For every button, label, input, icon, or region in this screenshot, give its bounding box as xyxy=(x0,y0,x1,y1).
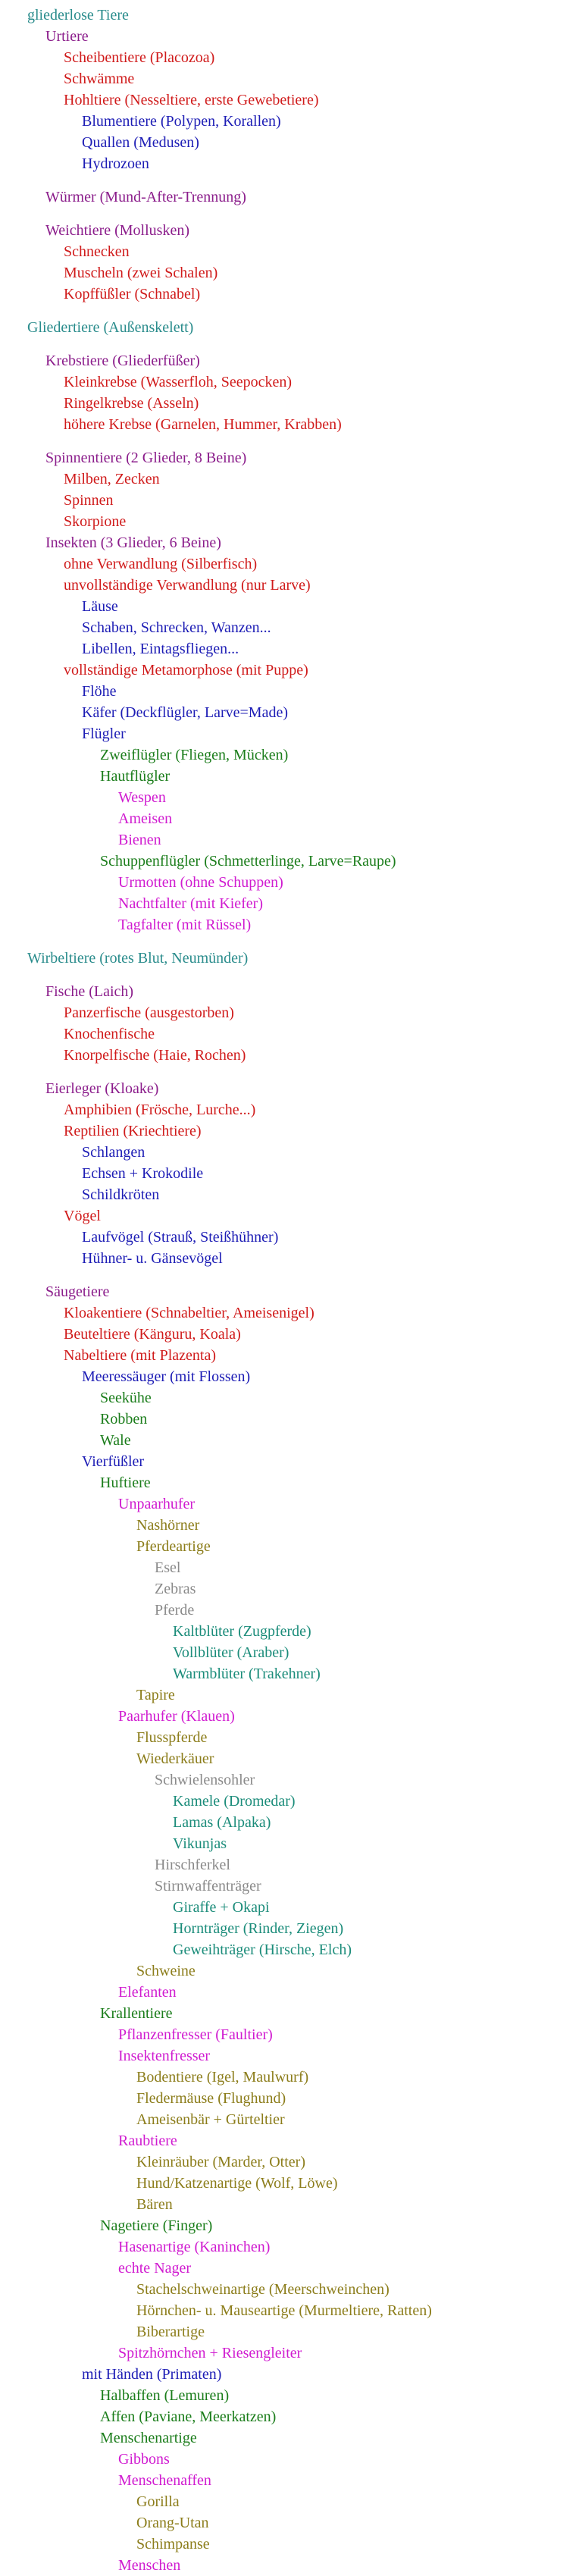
tree-node-level-5: Paarhufer (Klauen) xyxy=(118,1708,235,1725)
tree-node-level-2: Nabeltiere (mit Plazenta) xyxy=(64,1347,217,1364)
tree-node-level-3: Libellen, Eintagsfliegen... xyxy=(82,641,239,657)
tree-node-level-5: Unpaarhufer xyxy=(118,1496,196,1512)
tree-node-level-1: Insekten (3 Glieder, 6 Beine) xyxy=(45,534,221,551)
tree-node-level-2: Skorpione xyxy=(64,513,127,530)
tree-node-level-5: Menschenaffen xyxy=(118,2472,211,2489)
tree-node-level-8: Warmblüter (Trakehner) xyxy=(173,1666,321,1682)
tree-node-level-8: Kaltblüter (Zugpferde) xyxy=(173,1623,311,1640)
tree-node-level-4: Nagetiere (Finger) xyxy=(100,2217,213,2234)
tree-node-level-3: Quallen (Medusen) xyxy=(82,134,199,151)
tree-node-level-2: Schwämme xyxy=(64,71,135,87)
tree-node-level-7: Esel xyxy=(155,1559,181,1576)
tree-node-level-0: gliederlose Tiere xyxy=(27,7,129,24)
tree-node-level-2: Kloakentiere (Schnabeltier, Ameisenigel) xyxy=(64,1305,314,1321)
tree-node-level-4: Huftiere xyxy=(100,1474,151,1491)
tree-node-level-2: Kleinkrebse (Wasserfloh, Seepocken) xyxy=(64,374,293,390)
tree-node-level-5: Ameisen xyxy=(118,810,173,827)
tree-node-level-2: Scheibentiere (Placozoa) xyxy=(64,49,215,66)
section-spacer xyxy=(0,305,582,317)
tree-node-level-3: Schaben, Schrecken, Wanzen... xyxy=(82,619,271,636)
tree-node-level-2: Reptilien (Kriechtiere) xyxy=(64,1123,202,1139)
section-spacer xyxy=(0,435,582,447)
tree-node-level-6: Biberartige xyxy=(136,2324,205,2340)
tree-node-level-6: Bären xyxy=(136,2196,173,2213)
tree-node-level-3: Schlangen xyxy=(82,1144,146,1161)
tree-node-level-6: Pferdeartige xyxy=(136,1538,211,1555)
tree-node-level-5: Wespen xyxy=(118,789,166,806)
tree-node-level-1: Spinnentiere (2 Glieder, 8 Beine) xyxy=(45,450,247,466)
tree-node-level-7: Zebras xyxy=(155,1581,196,1597)
tree-node-level-2: ohne Verwandlung (Silberfisch) xyxy=(64,556,258,572)
tree-node-level-2: Schnecken xyxy=(64,243,130,260)
tree-node-level-6: Schweine xyxy=(136,1963,196,1979)
tree-node-level-3: Meeressäuger (mit Flossen) xyxy=(82,1368,251,1385)
tree-node-level-1: Säugetiere xyxy=(45,1283,110,1300)
tree-node-level-3: Schildkröten xyxy=(82,1186,160,1203)
tree-node-level-8: Geweihträger (Hirsche, Elch) xyxy=(173,1941,352,1958)
tree-node-level-5: Bienen xyxy=(118,832,161,848)
tree-node-level-6: Wiederkäuer xyxy=(136,1750,214,1767)
section-spacer xyxy=(0,208,582,220)
tree-node-level-8: Lamas (Alpaka) xyxy=(173,1814,271,1831)
tree-node-level-8: Vollblüter (Araber) xyxy=(173,1644,289,1661)
tree-node-level-7: Schwielensohler xyxy=(155,1772,255,1788)
tree-node-level-5: Pflanzenfresser (Faultier) xyxy=(118,2026,273,2043)
tree-node-level-5: Tagfalter (mit Rüssel) xyxy=(118,917,252,933)
tree-node-level-2: Ringelkrebse (Asseln) xyxy=(64,395,199,412)
tree-node-level-3: Käfer (Deckflügler, Larve=Made) xyxy=(82,704,288,721)
tree-node-level-2: Knorpelfische (Haie, Rochen) xyxy=(64,1047,246,1064)
tree-node-level-8: Giraffe + Okapi xyxy=(173,1899,270,1916)
tree-node-level-5: Urmotten (ohne Schuppen) xyxy=(118,874,283,891)
section-spacer xyxy=(0,969,582,981)
tree-node-level-5: echte Nager xyxy=(118,2260,192,2277)
tree-node-level-2: Vögel xyxy=(64,1208,101,1224)
tree-node-level-4: Schuppenflügler (Schmetterlinge, Larve=Raupe) xyxy=(100,853,396,870)
tree-node-level-6: Orang-Utan xyxy=(136,2515,209,2531)
section-spacer xyxy=(0,338,582,350)
tree-node-level-5: Hasenartige (Kaninchen) xyxy=(118,2239,271,2255)
tree-node-level-7: Stirnwaffenträger xyxy=(155,1878,261,1894)
tree-node-level-4: Menschenartige xyxy=(100,2430,197,2446)
tree-node-level-1: Eierleger (Kloake) xyxy=(45,1080,159,1097)
tree-node-level-2: unvollständige Verwandlung (nur Larve) xyxy=(64,577,311,594)
tree-node-level-4: Affen (Paviane, Meerkatzen) xyxy=(100,2408,277,2425)
tree-node-level-3: Vierfüßler xyxy=(82,1453,145,1470)
tree-node-level-1: Würmer (Mund-After-Trennung) xyxy=(45,189,246,205)
tree-node-level-2: höhere Krebse (Garnelen, Hummer, Krabben) xyxy=(64,416,342,433)
tree-node-level-1: Weichtiere (Mollusken) xyxy=(45,222,189,239)
tree-node-level-6: Hörnchen- u. Mauseartige (Murmeltiere, Ratten) xyxy=(136,2302,432,2319)
tree-node-level-2: Spinnen xyxy=(64,492,114,509)
tree-node-level-3: Hühner- u. Gänsevögel xyxy=(82,1250,223,1267)
tree-node-level-2: Knochenfische xyxy=(64,1026,155,1042)
tree-node-level-1: Urtiere xyxy=(45,28,89,45)
tree-node-level-3: Blumentiere (Polypen, Korallen) xyxy=(82,113,281,130)
tree-node-level-3: Läuse xyxy=(82,598,118,615)
tree-node-level-5: Spitzhörnchen + Riesengleiter xyxy=(118,2345,302,2361)
tree-node-level-4: Seekühe xyxy=(100,1390,152,1406)
tree-node-level-2: Hohltiere (Nesseltiere, erste Gewebetiere) xyxy=(64,92,319,108)
tree-node-level-5: Elefanten xyxy=(118,1984,177,2001)
tree-node-level-7: Hirschferkel xyxy=(155,1857,230,1873)
tree-node-level-1: Krebstiere (Gliederfüßer) xyxy=(45,353,200,369)
tree-node-level-3: Echsen + Krokodile xyxy=(82,1165,204,1182)
tree-node-level-2: Panzerfische (ausgestorben) xyxy=(64,1004,234,1021)
tree-node-level-2: Amphibien (Frösche, Lurche...) xyxy=(64,1102,256,1118)
tree-node-level-4: Wale xyxy=(100,1432,131,1449)
tree-node-level-6: Fledermäuse (Flughund) xyxy=(136,2090,286,2107)
tree-node-level-5: Gibbons xyxy=(118,2451,170,2468)
tree-node-level-6: Hund/Katzenartige (Wolf, Löwe) xyxy=(136,2175,338,2192)
tree-node-level-4: Zweiflügler (Fliegen, Mücken) xyxy=(100,747,289,763)
tree-node-level-3: Hydrozoen xyxy=(82,155,149,172)
tree-node-level-4: Robben xyxy=(100,1411,148,1427)
tree-node-level-3: Flügler xyxy=(82,725,126,742)
tree-node-level-6: Tapire xyxy=(136,1687,175,1703)
tree-node-level-8: Kamele (Dromedar) xyxy=(173,1793,296,1810)
tree-node-level-4: Halbaffen (Lemuren) xyxy=(100,2387,230,2404)
tree-node-level-2: Kopffüßler (Schnabel) xyxy=(64,286,201,302)
tree-node-level-4: Krallentiere xyxy=(100,2005,173,2022)
tree-node-level-4: Hautflügler xyxy=(100,768,171,785)
tree-node-level-6: Ameisenbär + Gürteltier xyxy=(136,2111,285,2128)
tree-node-level-0: Wirbeltiere (rotes Blut, Neumünder) xyxy=(27,950,249,967)
tree-node-level-6: Kleinräuber (Marder, Otter) xyxy=(136,2154,305,2170)
tree-node-level-8: Vikunjas xyxy=(173,1835,227,1852)
tree-node-level-6: Stachelschweinartige (Meerschweinchen) xyxy=(136,2281,390,2298)
tree-node-level-5: Nachtfalter (mit Kiefer) xyxy=(118,895,264,912)
tree-node-level-2: Muscheln (zwei Schalen) xyxy=(64,265,218,281)
tree-node-level-2: vollständige Metamorphose (mit Puppe) xyxy=(64,662,308,678)
tree-node-level-5: Insektenfresser xyxy=(118,2048,211,2064)
tree-node-level-3: Laufvögel (Strauß, Steißhühner) xyxy=(82,1229,279,1246)
tree-node-level-8: Hornträger (Rinder, Ziegen) xyxy=(173,1920,344,1937)
tree-node-level-3: Flöhe xyxy=(82,683,117,700)
tree-node-level-3: mit Händen (Primaten) xyxy=(82,2366,222,2383)
tree-node-level-0: Gliedertiere (Außenskelett) xyxy=(27,319,194,336)
tree-node-level-5: Menschen xyxy=(118,2557,181,2574)
tree-node-level-2: Milben, Zecken xyxy=(64,471,160,487)
section-spacer xyxy=(0,1269,582,1281)
tree-node-level-7: Pferde xyxy=(155,1602,195,1619)
tree-node-level-6: Schimpanse xyxy=(136,2536,210,2552)
tree-node-level-6: Bodentiere (Igel, Maulwurf) xyxy=(136,2069,309,2086)
tree-node-level-2: Beuteltiere (Känguru, Koala) xyxy=(64,1326,241,1343)
section-spacer xyxy=(0,935,582,948)
tree-node-level-5: Raubtiere xyxy=(118,2133,177,2149)
section-spacer xyxy=(0,174,582,186)
tree-node-level-1: Fische (Laich) xyxy=(45,983,134,1000)
tree-node-level-6: Flusspferde xyxy=(136,1729,208,1746)
tree-node-level-6: Gorilla xyxy=(136,2493,180,2510)
section-spacer xyxy=(0,1066,582,1078)
tree-node-level-6: Nashörner xyxy=(136,1517,200,1534)
